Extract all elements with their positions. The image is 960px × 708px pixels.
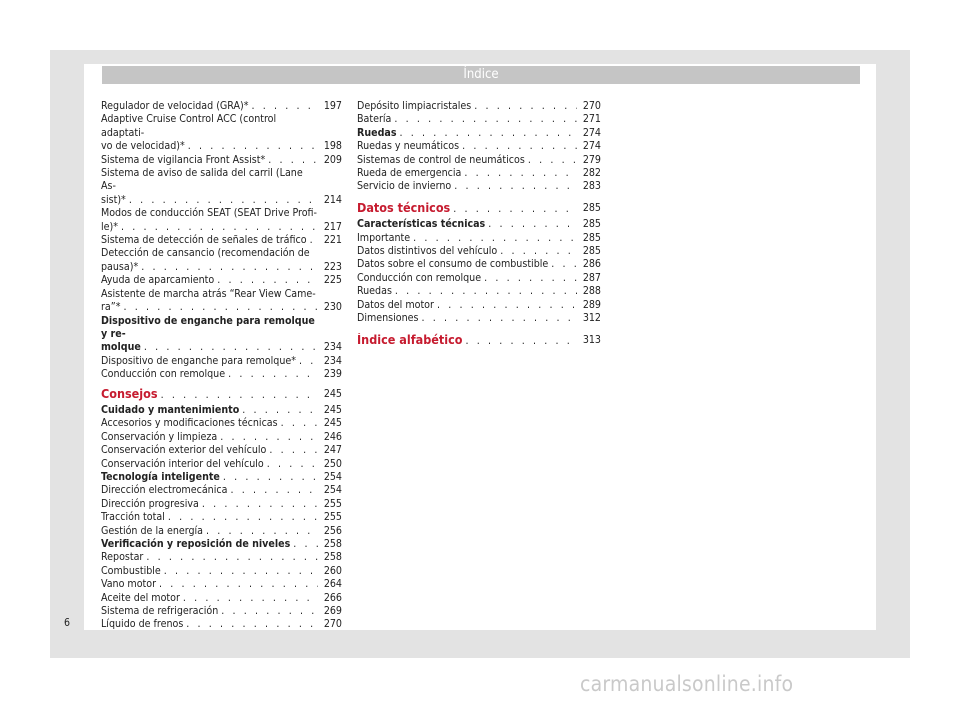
toc-entry-title: Dispositivo de enganche para remolque*: [101, 354, 296, 367]
toc-entry[interactable]: [101, 525, 342, 538]
toc-entry[interactable]: [101, 431, 342, 444]
toc-entry-title: Características técnicas: [357, 218, 486, 231]
dot-leader: [394, 113, 577, 126]
dot-leader: [488, 218, 577, 231]
dot-leader: [183, 592, 318, 605]
toc-entry-title: Datos técnicos: [357, 200, 451, 215]
toc-entry-title: Batería: [357, 113, 392, 126]
dot-leader: [474, 100, 577, 113]
toc-entry[interactable]: [101, 315, 342, 355]
dot-leader: [269, 444, 318, 457]
dot-leader: [228, 368, 318, 381]
toc-page-number: 282: [582, 167, 601, 180]
toc-entry-title: Conservación interior del vehículo: [101, 457, 264, 470]
toc-entry[interactable]: [357, 167, 601, 180]
toc-page-number: 255: [323, 497, 342, 510]
toc-page-number: 274: [582, 126, 601, 139]
dot-leader: [454, 180, 577, 193]
dot-leader: [400, 127, 577, 140]
toc-entry[interactable]: [101, 484, 342, 497]
toc-entry[interactable]: [357, 100, 601, 113]
toc-page-number: 279: [582, 153, 601, 166]
dot-leader: [121, 221, 318, 234]
toc-page-number: 254: [323, 470, 342, 483]
toc-entry[interactable]: [101, 417, 342, 430]
toc-entry-title: Servicio de invierno: [357, 180, 452, 193]
toc-entry-title: Combustible: [101, 564, 161, 577]
dot-leader: [230, 484, 318, 497]
dot-leader: [500, 245, 577, 258]
toc-entry[interactable]: [101, 592, 342, 605]
toc-entry[interactable]: [101, 511, 342, 524]
dot-leader: [242, 404, 318, 417]
toc-page-number: 245: [323, 403, 342, 416]
toc-page-number: 225: [323, 274, 342, 287]
dot-leader: [453, 203, 577, 216]
toc-entry-title: Asistente de marcha atrás “Rear View Came-: [101, 287, 316, 300]
toc-entry[interactable]: [101, 100, 342, 113]
dot-leader: [223, 471, 318, 484]
toc-entry[interactable]: [357, 285, 601, 298]
toc-entry[interactable]: [357, 312, 601, 325]
dot-leader: [159, 578, 318, 591]
dot-leader: [220, 431, 318, 444]
toc-entry-title: Verificación y reposición de niveles: [101, 538, 291, 550]
toc-entry[interactable]: [101, 113, 342, 153]
toc-entry-title: Ruedas y neumáticos: [357, 140, 460, 153]
toc-entry[interactable]: [101, 154, 342, 167]
toc-page-number: 285: [582, 245, 601, 258]
dot-leader: [217, 274, 318, 287]
toc-entry-title: Índice alfabético: [357, 332, 463, 347]
toc-entry-title: Ruedas: [357, 126, 397, 139]
toc-entry-title: Datos distintivos del vehículo: [357, 245, 498, 258]
toc-entry[interactable]: [101, 565, 342, 578]
toc-entry-title: Conducción con remolque: [357, 271, 482, 284]
toc-page-number: 270: [323, 618, 342, 631]
toc-page-number: 269: [323, 605, 342, 618]
toc-page-number: 288: [582, 285, 601, 298]
toc-page-number: 260: [323, 564, 342, 577]
toc-entry[interactable]: [357, 127, 601, 140]
toc-entry-title: Vano motor: [101, 578, 157, 591]
toc-entry[interactable]: [101, 618, 342, 631]
dot-leader: [281, 417, 318, 430]
toc-page-number: 247: [323, 444, 342, 457]
dot-leader: [141, 261, 318, 274]
toc-page-number: 221: [323, 234, 342, 247]
toc-page-number: 285: [582, 231, 601, 244]
toc-entry-title: Conservación y limpieza: [101, 430, 218, 443]
toc-entry-title: Líquido de frenos: [101, 618, 184, 631]
toc-page-number: 264: [323, 578, 342, 591]
toc-page-number: 312: [582, 312, 601, 325]
toc-page-number: 217: [323, 220, 342, 233]
toc-entry[interactable]: [357, 180, 601, 193]
toc-entry-title: Modos de conducción SEAT (SEAT Drive Profi-: [101, 207, 318, 220]
toc-entry[interactable]: [101, 167, 342, 207]
toc-entry-title: Consejos: [101, 386, 158, 401]
toc-page-number: 230: [323, 301, 342, 314]
toc-page-number: 286: [582, 258, 601, 271]
toc-entry[interactable]: [101, 368, 342, 381]
toc-page-number: 258: [323, 538, 342, 550]
toc-entry-title: Dimensiones: [357, 312, 419, 325]
toc-entry-title: Sistema de refrigeración: [101, 605, 219, 618]
dot-leader: [268, 154, 318, 167]
toc-page-number: 287: [582, 271, 601, 284]
toc-section-heading[interactable]: [101, 387, 342, 402]
dot-leader: [202, 498, 318, 511]
toc-entry-title: vo de velocidad)*: [101, 140, 185, 153]
toc-entry[interactable]: [101, 551, 342, 564]
toc-page-number: 266: [323, 591, 342, 604]
toc-entry[interactable]: [101, 458, 342, 471]
toc-entry[interactable]: [101, 605, 342, 618]
toc-entry-title: ra”*: [101, 301, 121, 314]
toc-page-number: 245: [323, 387, 342, 400]
toc-entry[interactable]: [101, 247, 342, 274]
toc-entry[interactable]: [357, 154, 601, 167]
toc-entry-title: Ayuda de aparcamiento: [101, 274, 215, 287]
toc-entry-title: Rueda de emergencia: [357, 167, 462, 180]
dot-leader: [267, 458, 318, 471]
toc-page-number: 285: [582, 201, 601, 214]
toc-page-number: 250: [323, 457, 342, 470]
toc-entry[interactable]: [101, 498, 342, 511]
toc-page-number: 239: [323, 368, 342, 381]
toc-entry-title: Regulador de velocidad (GRA)*: [101, 100, 249, 112]
toc-entry[interactable]: [357, 113, 601, 126]
dot-leader: [528, 154, 577, 167]
toc-entry-title: Depósito limpiacristales: [357, 100, 472, 112]
toc-page-number: 258: [323, 551, 342, 564]
dot-leader: [293, 538, 318, 551]
toc-entry[interactable]: [357, 245, 601, 258]
dot-leader: [464, 167, 577, 180]
dot-leader: [395, 285, 577, 298]
toc-entry-title: Conservación exterior del vehículo: [101, 444, 267, 457]
toc-entry[interactable]: [101, 274, 342, 287]
dot-leader: [466, 335, 577, 348]
toc-entry[interactable]: [357, 258, 601, 271]
toc-page-number: 285: [582, 218, 601, 231]
dot-leader: [551, 258, 577, 271]
dot-leader: [310, 234, 318, 247]
dot-leader: [437, 299, 577, 312]
dot-leader: [462, 140, 577, 153]
toc-page-number: 270: [582, 100, 601, 112]
page-title: Índice: [102, 66, 860, 84]
toc-page-number: 245: [323, 417, 342, 430]
dot-leader: [206, 525, 318, 538]
dot-leader: [221, 605, 318, 618]
toc-entry-title: Accesorios y modificaciones técnicas: [101, 417, 278, 430]
toc-entry-title: Gestión de la energía: [101, 524, 204, 537]
toc-entry[interactable]: [101, 207, 342, 234]
toc-page-number: 234: [323, 341, 342, 354]
toc-entry[interactable]: [101, 355, 342, 368]
toc-section-heading[interactable]: [357, 333, 601, 348]
dot-leader: [123, 301, 318, 314]
toc-entry[interactable]: [101, 404, 342, 417]
toc-page-number: 274: [582, 140, 601, 153]
toc-entry-title: Tecnología inteligente: [101, 470, 220, 483]
dot-leader: [129, 194, 318, 207]
toc-entry[interactable]: [357, 272, 601, 285]
toc-entry-title: Datos sobre el consumo de combustible: [357, 258, 549, 271]
toc-entry[interactable]: [101, 578, 342, 591]
toc-page-number: 283: [582, 180, 601, 193]
toc-entry-title: Conducción con remolque: [101, 368, 226, 381]
toc-entry[interactable]: [101, 234, 342, 247]
toc-entry[interactable]: [357, 299, 601, 312]
toc-entry[interactable]: [357, 218, 601, 231]
dot-leader: [164, 565, 318, 578]
toc-entry-title: molque: [101, 341, 141, 354]
dot-leader: [299, 355, 318, 368]
dot-leader: [186, 618, 318, 631]
toc-entry-title: sist)*: [101, 193, 126, 206]
toc-entry[interactable]: [101, 444, 342, 457]
dot-leader: [146, 551, 318, 564]
toc-entry[interactable]: [101, 471, 342, 484]
toc-page-number: 289: [582, 298, 601, 311]
dot-leader: [413, 232, 577, 245]
toc-page-number: 255: [323, 511, 342, 524]
toc-entry[interactable]: [357, 140, 601, 153]
dot-leader: [161, 389, 318, 402]
toc-entry-title: Ruedas: [357, 285, 392, 298]
dot-leader: [144, 341, 318, 354]
toc-page-number: 246: [323, 430, 342, 443]
dot-leader: [188, 140, 318, 153]
toc-page-number: 223: [323, 260, 342, 273]
dot-leader: [168, 511, 318, 524]
toc-entry-title: Detección de cansancio (recomendación de: [101, 247, 310, 260]
toc-page-number: 271: [582, 113, 601, 126]
toc-entry-title: Tracción total: [101, 511, 165, 524]
dot-leader: [484, 272, 577, 285]
toc-page-number: 313: [582, 333, 601, 346]
toc-section-heading[interactable]: [357, 201, 601, 216]
toc-page-number: 234: [323, 354, 342, 367]
toc-page-number: 214: [323, 193, 342, 206]
toc-entry-title: pausa)*: [101, 260, 139, 273]
toc-page-number: 209: [323, 153, 342, 166]
toc-entry-title: Sistema de vigilancia Front Assist*: [101, 153, 266, 166]
page-number: 6: [64, 617, 71, 629]
toc-entry[interactable]: [101, 538, 342, 551]
toc-entry-title: Dirección progresiva: [101, 497, 199, 510]
toc-entry-title: Sistema de aviso de salida del carril (Lane As-: [101, 167, 303, 193]
toc-entry-title: Adaptive Cruise Control ACC (control adaptati-: [101, 113, 277, 139]
toc-entry-title: le)*: [101, 220, 118, 233]
toc-entry-title: Dispositivo de enganche para remolque y re-: [101, 314, 315, 340]
toc-entry-title: Repostar: [101, 551, 144, 564]
toc-entry-title: Datos del motor: [357, 298, 434, 311]
toc-page-number: 197: [323, 100, 342, 112]
toc-entry-title: Sistemas de control de neumáticos: [357, 153, 525, 166]
dot-leader: [252, 100, 319, 113]
dot-leader: [422, 312, 578, 325]
toc-left-column: [101, 100, 342, 632]
toc-entry-title: Sistema de detección de señales de tráfico: [101, 234, 307, 247]
toc-entry-title: Cuidado y mantenimiento: [101, 403, 240, 416]
toc-page-number: 254: [323, 484, 342, 497]
toc-entry[interactable]: [357, 232, 601, 245]
watermark: carmanualsonline.info: [580, 672, 794, 696]
toc-entry[interactable]: [101, 288, 342, 315]
toc-page-number: 256: [323, 524, 342, 537]
toc-entry-title: Aceite del motor: [101, 591, 180, 604]
toc-right-column: [357, 100, 601, 350]
toc-entry-title: Importante: [357, 231, 411, 244]
toc-page-number: 198: [323, 140, 342, 153]
toc-entry-title: Dirección electromecánica: [101, 484, 228, 497]
